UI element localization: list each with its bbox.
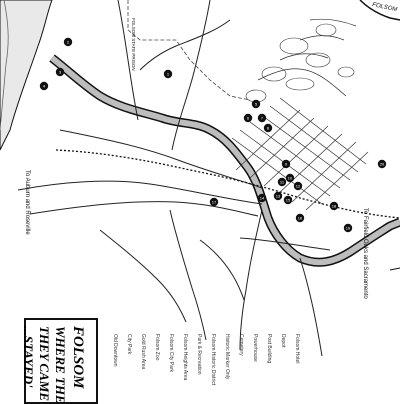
label-to-auburn: To Auburn and Roseville xyxy=(24,170,30,235)
map-marker-number: 18 xyxy=(331,203,337,209)
map-marker xyxy=(344,224,352,232)
map-marker-number: 12 xyxy=(295,183,301,189)
map-marker-number: 3 xyxy=(58,69,62,75)
label-prison: FOLSOM STATE PRISON xyxy=(131,18,136,71)
legend-item: Cemetery xyxy=(238,334,244,356)
poster-title-box xyxy=(21,318,98,404)
map-marker-number: 16 xyxy=(297,215,303,221)
map-marker-number: 5 xyxy=(254,101,258,107)
map-marker xyxy=(284,196,292,204)
map-marker-number: 11 xyxy=(279,179,285,185)
map-marker-number: 13 xyxy=(275,193,281,199)
map-marker xyxy=(378,160,386,168)
map-marker-number: 7 xyxy=(260,115,264,121)
map-marker-number: 4 xyxy=(42,83,46,89)
map-marker-number: 9 xyxy=(284,161,288,167)
map-marker xyxy=(274,192,282,200)
map-marker-number: 10 xyxy=(287,175,293,181)
map-marker-number: 1 xyxy=(166,71,170,77)
label-to-fairfield: To Fairfield Oaks and Sacramento xyxy=(362,208,368,299)
map-marker xyxy=(210,198,218,206)
map-marker-number: 2 xyxy=(66,39,70,45)
map-marker-number: 20 xyxy=(379,161,385,167)
legend-item: Gold Rush Area xyxy=(140,334,146,370)
label-folsom-top: FOLSOM xyxy=(371,2,398,14)
map-marker xyxy=(282,160,290,168)
legend-item: Folsom City Park xyxy=(168,334,174,373)
legend-item: Folsom Heights Area xyxy=(182,334,188,381)
poster-legend xyxy=(100,330,310,400)
map-marker xyxy=(294,182,302,190)
title-line-3: THEY CAME xyxy=(37,326,52,402)
legend-item: Folsom Historic District xyxy=(210,334,216,386)
map-marker xyxy=(264,124,272,132)
map-marker-number: 6 xyxy=(246,115,250,121)
map-marker xyxy=(64,38,72,46)
legend-item: City Park xyxy=(126,334,132,355)
map-marker-number: 14 xyxy=(259,195,265,201)
map-marker xyxy=(330,202,338,210)
map-marker xyxy=(286,174,294,182)
map-marker xyxy=(40,82,48,90)
map-marker-number: 8 xyxy=(266,125,270,131)
map-marker-number: 15 xyxy=(285,197,291,203)
title-line-4: ...STAYED' xyxy=(21,326,36,388)
map-marker xyxy=(252,100,260,108)
map-marker-number: 17 xyxy=(211,199,217,205)
map-marker xyxy=(258,114,266,122)
legend-item: Old Downtown xyxy=(112,334,118,367)
map-marker-number: 19 xyxy=(345,225,351,231)
legend-item: Depot xyxy=(280,334,286,348)
legend-item: Powerhouse xyxy=(252,334,258,362)
map-marker xyxy=(244,114,252,122)
legend-item: Park & Recreation xyxy=(196,334,202,375)
map-marker xyxy=(278,178,286,186)
map-marker xyxy=(258,194,266,202)
map-marker xyxy=(164,70,172,78)
legend-item: Folsom Hotel xyxy=(294,334,300,364)
title-line-1: FOLSOM xyxy=(70,326,86,389)
map-marker xyxy=(296,214,304,222)
legend-item: Folsom Zoo xyxy=(154,334,160,361)
legend-item: Post Building xyxy=(266,334,272,364)
map-marker xyxy=(56,68,64,76)
legend-item: Historic Marker Only xyxy=(224,334,230,380)
title-line-2: WHERE THE xyxy=(53,326,68,404)
